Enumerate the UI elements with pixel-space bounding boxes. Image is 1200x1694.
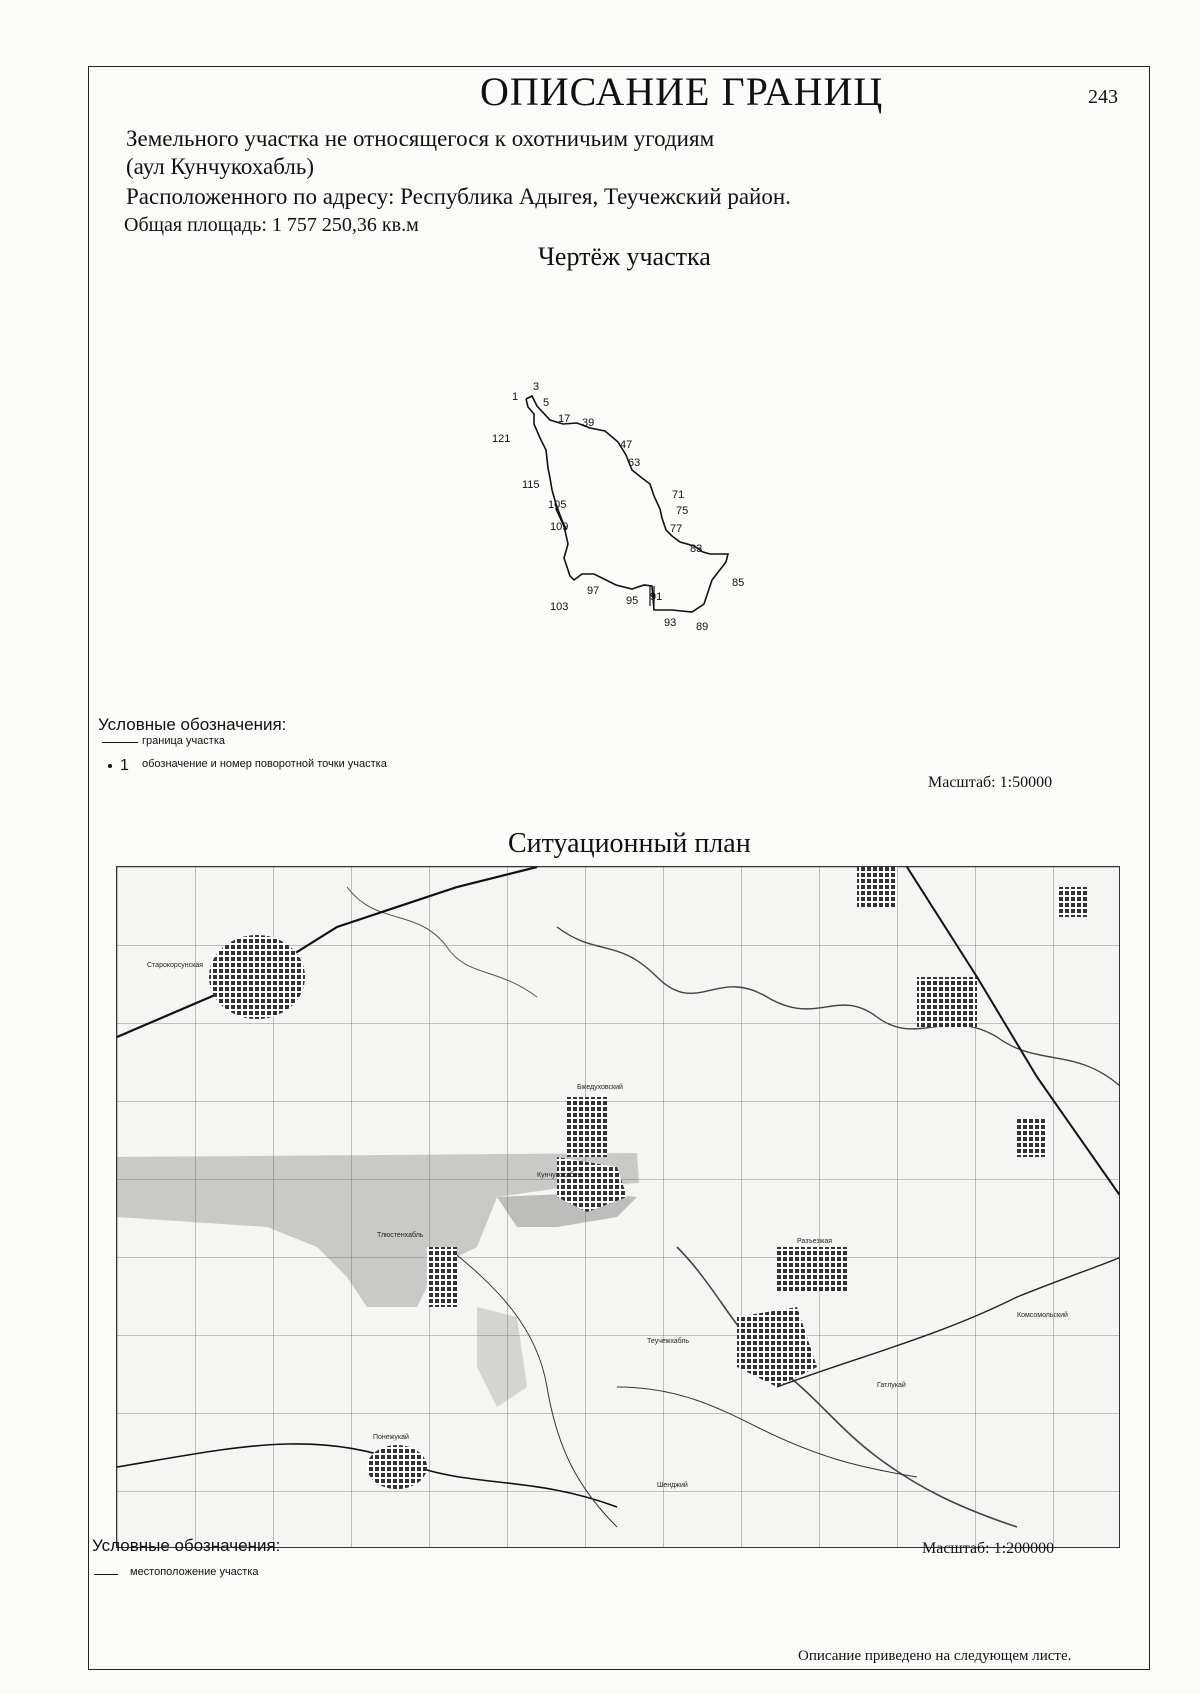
- point-label: 83: [690, 543, 703, 555]
- map-label: Теучежхабль: [647, 1338, 690, 1345]
- map-label: Комсомольский: [1017, 1312, 1068, 1319]
- settlement-block: [567, 1097, 607, 1157]
- location-legend-label: местоположение участка: [130, 1566, 259, 1578]
- settlement-ponezhukay: [367, 1445, 427, 1489]
- map-label: Гатлукай: [877, 1382, 906, 1389]
- point-label: 47: [620, 439, 633, 451]
- settlement-block: [1057, 887, 1087, 917]
- point-label: 3: [533, 381, 540, 393]
- settlement-block: [857, 867, 897, 907]
- point-label: 39: [582, 417, 595, 429]
- map-label: Понежукай: [373, 1434, 409, 1441]
- point-legend-dot: [108, 764, 112, 768]
- point-label: 115: [522, 479, 540, 491]
- point-label: 77: [670, 523, 683, 535]
- point-label: 89: [696, 621, 709, 633]
- parcel-drawing: [440, 380, 780, 660]
- footer-note: Описание приведено на следующем листе.: [798, 1648, 1072, 1664]
- point-label: 103: [550, 601, 569, 613]
- boundary-legend-label: граница участка: [142, 735, 225, 747]
- map-label: Разъезжая: [797, 1238, 832, 1245]
- legend-title: Условные обозначения:: [98, 715, 287, 734]
- settlement-razyezzhaya: [777, 1247, 847, 1291]
- point-label: 97: [587, 585, 600, 597]
- point-label: 93: [664, 617, 677, 629]
- situation-plan-title: Ситуационный план: [508, 828, 751, 859]
- point-label: 75: [676, 505, 689, 517]
- map-label: Бжедуховский: [577, 1084, 623, 1091]
- legend-title: Условные обозначения:: [92, 1536, 281, 1555]
- document-title: ОПИСАНИЕ ГРАНИЦ: [480, 69, 884, 114]
- map-label: Кунчукохабль: [537, 1172, 582, 1179]
- settlement-block: [1017, 1117, 1047, 1157]
- point-label: 105: [548, 499, 567, 511]
- boundary-legend-line: [102, 742, 138, 743]
- point-label: 95: [626, 595, 639, 607]
- address: Расположенного по адресу: Республика Адыгея, Теучежский район.: [126, 184, 791, 209]
- point-label: 109: [550, 521, 569, 533]
- total-area: Общая площадь: 1 757 250,36 кв.м: [124, 214, 419, 236]
- situation-map: [116, 866, 1120, 1548]
- map-label: Тлюстенхабль: [377, 1232, 424, 1239]
- location-legend-line: [94, 1574, 118, 1575]
- settlement-block: [917, 977, 977, 1027]
- drawing-scale: Масштаб: 1:50000: [928, 774, 1053, 791]
- point-label: 71: [672, 489, 685, 501]
- point-legend-symbol: 1: [120, 757, 129, 774]
- point-legend-label: обозначение и номер поворотной точки участка: [142, 758, 387, 770]
- point-label: 17: [558, 413, 571, 425]
- page-number: 243: [1088, 86, 1118, 108]
- settlement-tlyustenkhabl: [427, 1247, 457, 1307]
- point-label: 121: [492, 433, 511, 445]
- situation-plan-scale: Масштаб: 1:200000: [922, 1540, 1055, 1557]
- drawing-title: Чертёж участка: [538, 242, 711, 271]
- point-label: 63: [628, 457, 641, 469]
- point-label: 91: [650, 591, 663, 603]
- point-label: 5: [543, 397, 550, 409]
- settlement-name: (аул Кунчукохабль): [126, 154, 314, 179]
- situation-map-graphic: [117, 867, 1120, 1548]
- parcel-description: Земельного участка не относящегося к охотничьим угодиям: [126, 126, 715, 151]
- settlement-starokorsunskaya: [209, 935, 305, 1019]
- map-label: Шенджий: [657, 1482, 688, 1489]
- map-label: Старокорсунская: [147, 962, 204, 969]
- point-label: 1: [512, 391, 519, 403]
- point-label: 85: [732, 577, 745, 589]
